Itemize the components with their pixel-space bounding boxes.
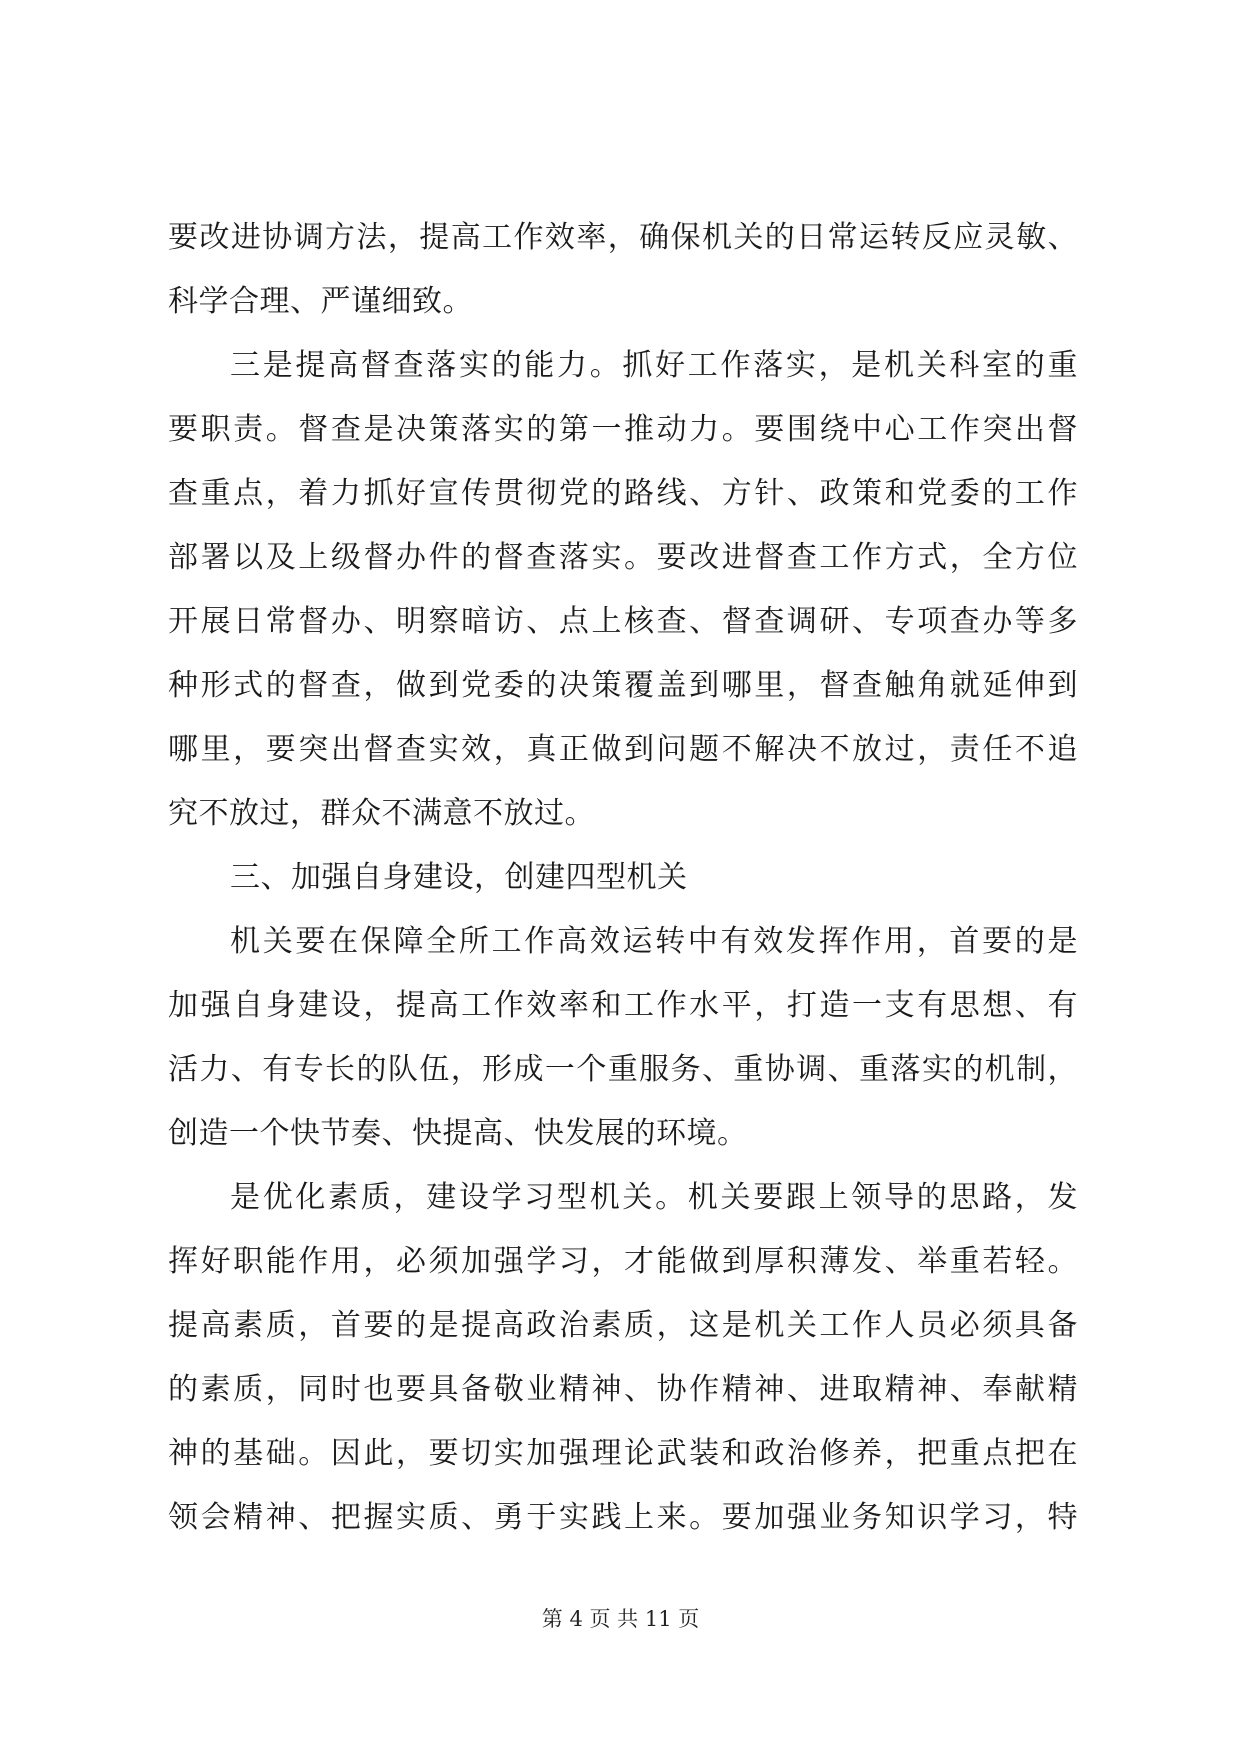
text-line: 哪里，要突出督查实效，真正做到问题不解决不放过，责任不追 (168, 732, 1078, 767)
text-line: 是优化素质，建设学习型机关。机关要跟上领导的思路，发 (230, 1180, 1078, 1215)
text-line: 提高素质，首要的是提高政治素质，这是机关工作人员必须具备 (168, 1308, 1078, 1343)
page-footer: 第 4 页 共 11 页 (541, 1607, 700, 1631)
text-line: 要改进协调方法，提高工作效率，确保机关的日常运转反应灵敏、 (168, 220, 1078, 255)
text-line: 活力、有专长的队伍，形成一个重服务、重协调、重落实的机制， (168, 1052, 1078, 1087)
text-line: 查重点，着力抓好宣传贯彻党的路线、方针、政策和党委的工作 (168, 476, 1078, 511)
text-line: 创造一个快节奏、快提高、快发展的环境。 (168, 1116, 748, 1151)
text-line: 神的基础。因此，要切实加强理论武装和政治修养，把重点把在 (168, 1436, 1078, 1471)
text-line: 种形式的督查，做到党委的决策覆盖到哪里，督查触角就延伸到 (168, 668, 1078, 703)
text-line: 机关要在保障全所工作高效运转中有效发挥作用，首要的是 (230, 924, 1078, 959)
text-line: 挥好职能作用，必须加强学习，才能做到厚积薄发、举重若轻。 (168, 1244, 1078, 1279)
text-line: 三是提高督查落实的能力。抓好工作落实，是机关科室的重 (230, 348, 1078, 383)
text-line: 部署以及上级督办件的督查落实。要改进督查工作方式，全方位 (168, 540, 1078, 575)
text-line: 究不放过，群众不满意不放过。 (168, 796, 595, 831)
text-line: 的素质，同时也要具备敬业精神、协作精神、进取精神、奉献精 (168, 1372, 1078, 1407)
text-line: 科学合理、严谨细致。 (168, 284, 473, 319)
text-line: 要职责。督查是决策落实的第一推动力。要围绕中心工作突出督 (168, 412, 1078, 447)
section-heading: 三、加强自身建设，创建四型机关 (230, 860, 688, 895)
text-line: 开展日常督办、明察暗访、点上核查、督查调研、专项查办等多 (168, 604, 1078, 639)
body-text (168, 206, 1078, 1550)
text-line: 加强自身建设，提高工作效率和工作水平，打造一支有思想、有 (168, 988, 1078, 1023)
text-line: 领会精神、把握实质、勇于实践上来。要加强业务知识学习，特 (168, 1500, 1078, 1535)
